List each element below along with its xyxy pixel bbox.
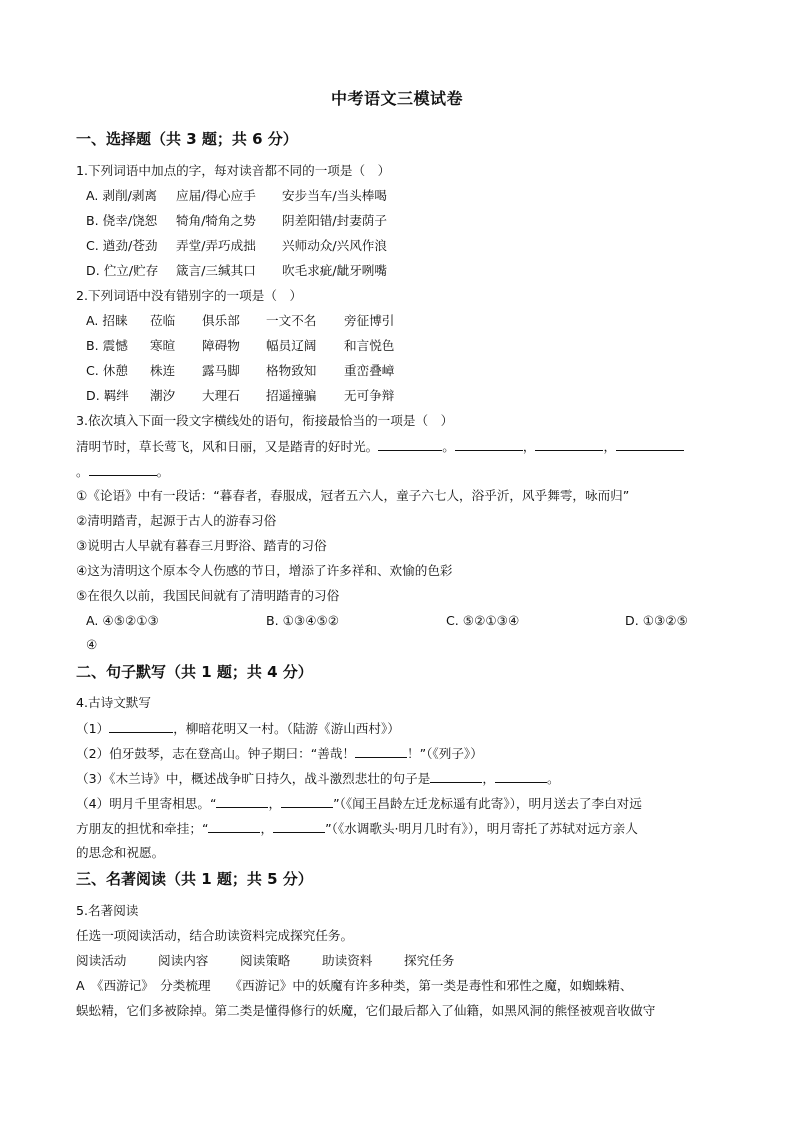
q1-a-col3: 安步当车/当头棒喝 — [282, 188, 387, 203]
q4-l3-text: （3）《木兰诗》中，概述战争旷日持久，战斗激烈悲壮的句子是 — [76, 771, 431, 786]
q2-c-w3: 露马脚 — [202, 363, 240, 378]
blank-line[interactable] — [216, 794, 268, 808]
q3-option-a[interactable]: A. ④⑤②①③ — [86, 613, 159, 628]
q2-a-w1: A. 招睐 — [86, 313, 128, 328]
q4-l5-suffix: ”（《水调歌头·明月几时有》），明月寄托了苏轼对远方亲人 — [325, 821, 638, 836]
q4-l5-text: 方朋友的担忧和牵挂；“ — [76, 821, 209, 836]
q4-line-1 — [76, 719, 400, 738]
question-4-stem: 4.古诗文默写 — [76, 695, 151, 710]
q2-a-w5: 旁征博引 — [344, 313, 395, 328]
q1-c-col3: 兴师动众/兴风作浪 — [282, 238, 387, 253]
q2-b-w5: 和言悦色 — [344, 338, 395, 353]
blank-line[interactable] — [616, 437, 684, 451]
punct: 。 — [156, 464, 170, 479]
q1-a-col1: A. 剥削/剥离 — [86, 188, 158, 203]
section-heading-choice: 一、选择题（共 3 题；共 6 分） — [76, 130, 298, 148]
blank-line[interactable] — [378, 437, 442, 451]
blank-line[interactable] — [208, 819, 260, 833]
q4-line-3 — [76, 769, 560, 788]
q4-line-5 — [76, 819, 638, 838]
q5-row-a: A 《西游记》 分类梳理 《西游记》中的妖魔有许多种类，第一类是毒性和邪性之魔，如蜘蛛精、 — [76, 978, 633, 993]
punct: 。 — [76, 464, 89, 479]
q4-line-2 — [76, 744, 483, 763]
blank-line[interactable] — [281, 794, 333, 808]
q4-l4-text: （4）明月千里寄相思。“ — [76, 796, 217, 811]
q2-c-w4: 格物致知 — [266, 363, 317, 378]
blank-line[interactable] — [495, 769, 547, 783]
q2-d-w3: 大理石 — [202, 388, 240, 403]
blank-line[interactable] — [355, 744, 407, 758]
q1-b-col3: 阴差阳错/封妻荫子 — [282, 213, 387, 228]
q1-d-col3: 吹毛求疵/龇牙咧嘴 — [282, 263, 387, 278]
page-title: 中考语文三模试卷 — [330, 89, 463, 108]
q5-header-strategy: 阅读策略 — [240, 953, 291, 968]
q3-item-1: ①《论语》中有一段话：“暮春者，春服成，冠者五六人，童子六七人，浴乎沂，风乎舞雩，咏而归” — [76, 488, 630, 503]
q1-c-col1: C. 遒劲/苍劲 — [86, 238, 158, 253]
section-heading-recite: 二、句子默写（共 1 题；共 4 分） — [76, 663, 313, 681]
q4-l2-suffix: ！”（《列子》） — [407, 746, 483, 761]
punct: ， — [603, 439, 617, 454]
blank-line[interactable] — [535, 437, 603, 451]
q3-option-d-wrap: ④ — [86, 637, 98, 652]
q2-d-w1: D. 羁绊 — [86, 388, 129, 403]
q5-header-content: 阅读内容 — [158, 953, 209, 968]
q3-passage-line2 — [76, 462, 169, 481]
blank-line[interactable] — [109, 719, 173, 733]
q4-l1-prefix: （1） — [76, 721, 110, 736]
q4-l2-text: （2）伯牙鼓琴，志在登高山。钟子期曰：“善哉！ — [76, 746, 356, 761]
q3-item-2: ②清明踏青，起源于古人的游春习俗 — [76, 513, 277, 528]
q3-passage-text: 清明节时，草长莺飞，风和日丽，又是踏青的好时光。 — [76, 439, 379, 454]
question-1-stem: 1.下列词语中加点的字，每对读音都不同的一项是（ ） — [76, 163, 391, 178]
punct: ， — [268, 796, 282, 811]
punct: ， — [522, 439, 536, 454]
q2-b-w4: 幅员辽阔 — [266, 338, 317, 353]
q3-option-d[interactable]: D. ①③②⑤ — [625, 613, 688, 628]
question-3-stem: 3.依次填入下面一段文字横线处的语句，衔接最恰当的一项是（ ） — [76, 413, 454, 428]
q2-c-w2: 株连 — [150, 363, 176, 378]
blank-line[interactable] — [89, 462, 157, 476]
q5-intro: 任选一项阅读活动，结合助读资料完成探究任务。 — [76, 928, 354, 943]
punct: ， — [260, 821, 274, 836]
q4-l1-text: ，柳暗花明又一村。（陆游《游山西村》） — [173, 721, 400, 736]
q2-a-w3: 俱乐部 — [202, 313, 240, 328]
q5-header-task: 探究任务 — [404, 953, 455, 968]
q4-l4-suffix: ”（《闻王昌龄左迁龙标遥有此寄》），明月送去了李白对远 — [333, 796, 642, 811]
q1-a-col2: 应届/得心应手 — [176, 188, 256, 203]
question-5-stem: 5.名著阅读 — [76, 903, 139, 918]
q3-option-c[interactable]: C. ⑤②①③④ — [446, 613, 520, 628]
punct: ， — [482, 771, 495, 786]
q2-b-w2: 寒暄 — [150, 338, 176, 353]
q2-c-w1: C. 休憩 — [86, 363, 128, 378]
q2-d-w4: 招遥撞骗 — [266, 388, 317, 403]
q3-item-4: ④这为清明这个原本令人伤感的节日，增添了许多祥和、欢愉的色彩 — [76, 563, 453, 578]
q5-header-activity: 阅读活动 — [76, 953, 127, 968]
q1-d-col2: 箴言/三缄其口 — [176, 263, 256, 278]
q1-b-col1: B. 侥幸/饶恕 — [86, 213, 158, 228]
q2-d-w2: 潮汐 — [150, 388, 176, 403]
blank-line[interactable] — [273, 819, 325, 833]
q2-c-w5: 重峦叠嶂 — [344, 363, 395, 378]
q2-b-w1: B. 震憾 — [86, 338, 128, 353]
q2-b-w3: 障碍物 — [202, 338, 240, 353]
q3-item-5: ⑤在很久以前，我国民间就有了清明踏青的习俗 — [76, 588, 340, 603]
question-2-stem: 2.下列词语中没有错别字的一项是（ ） — [76, 288, 303, 303]
q3-option-b[interactable]: B. ①③④⑤② — [266, 613, 340, 628]
q4-line-6: 的思念和祝愿。 — [76, 845, 165, 860]
section-heading-classics: 三、名著阅读（共 1 题；共 5 分） — [76, 870, 313, 888]
blank-line[interactable] — [430, 769, 482, 783]
blank-line[interactable] — [455, 437, 523, 451]
q2-a-w2: 莅临 — [150, 313, 176, 328]
q1-d-col1: D. 伫立/贮存 — [86, 263, 159, 278]
q3-passage-line — [76, 437, 684, 456]
q5-header-material: 助读资料 — [322, 953, 373, 968]
q1-c-col2: 弄堂/弄巧成拙 — [176, 238, 256, 253]
q1-b-col2: 犄角/犄角之势 — [176, 213, 256, 228]
q3-item-3: ③说明古人早就有暮春三月野浴、踏青的习俗 — [76, 538, 327, 553]
q2-a-w4: 一文不名 — [266, 313, 317, 328]
punct: 。 — [546, 771, 560, 786]
q5-row-a-cont: 蜈蚣精，它们多被除掉。第二类是懂得修行的妖魔，它们最后都入了仙籍，如黑风洞的熊怪被观音收做守 — [76, 1003, 656, 1018]
q2-d-w5: 无可争辩 — [344, 388, 395, 403]
punct: 。 — [442, 439, 455, 454]
q4-line-4 — [76, 794, 642, 813]
